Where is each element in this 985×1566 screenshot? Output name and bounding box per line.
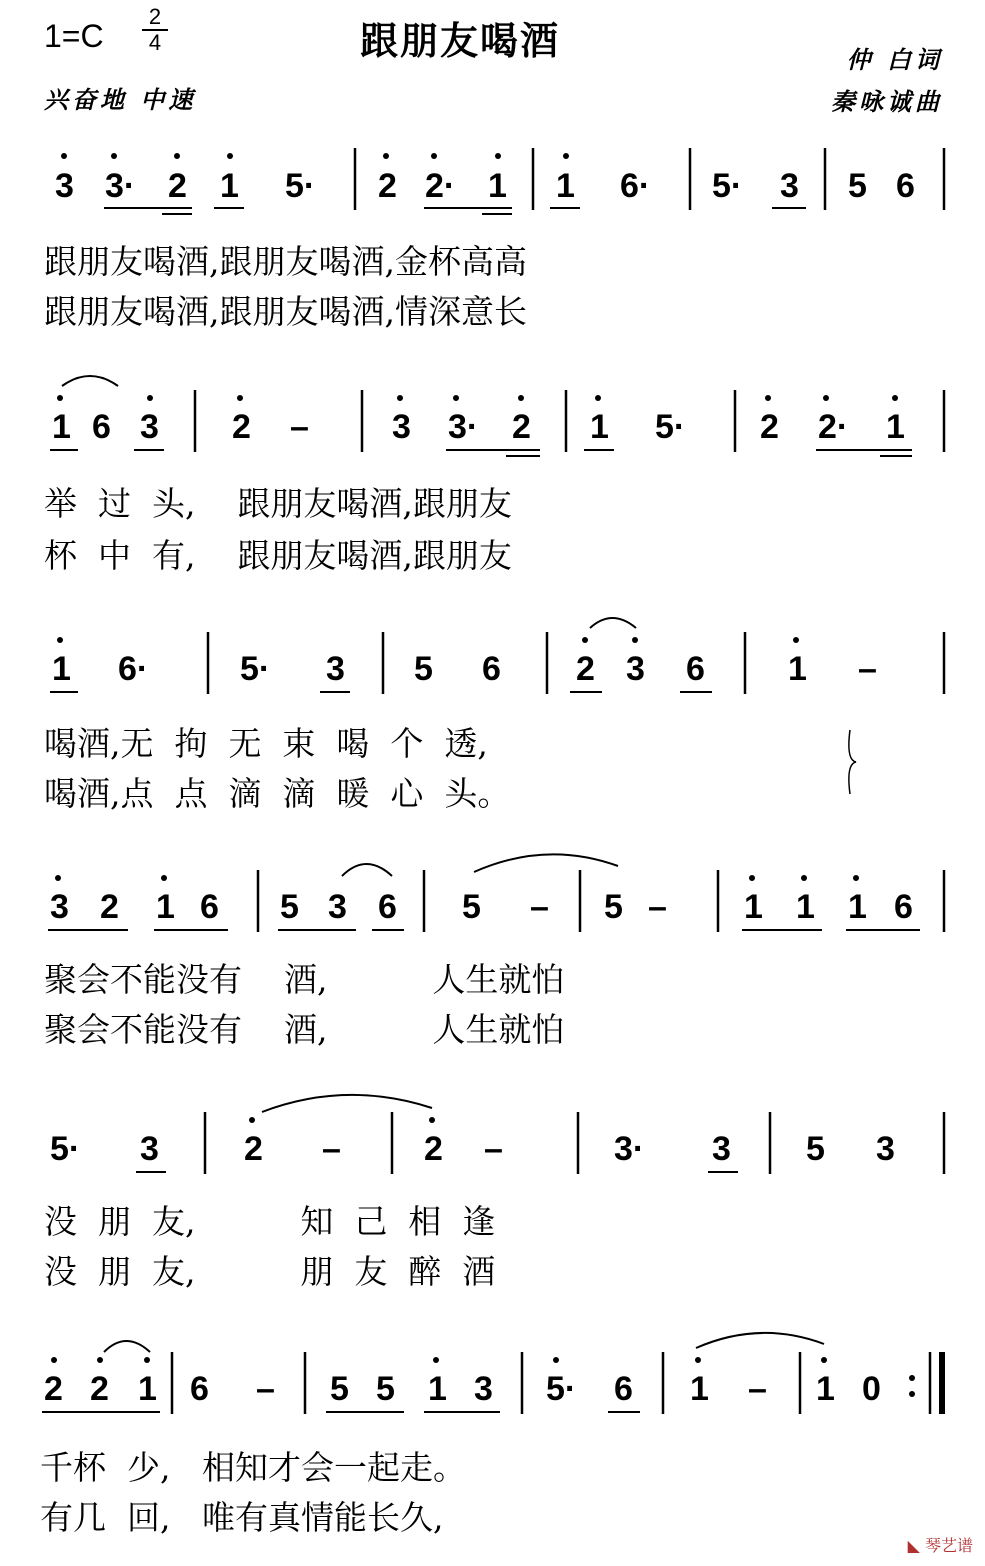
tempo-marking: 兴奋地 中速 bbox=[44, 86, 197, 114]
lyrics-line-2-verse-2: 杯 中 有, 跟朋友喝酒,跟朋友 bbox=[44, 536, 512, 575]
svg-text:1: 1 bbox=[788, 650, 807, 688]
svg-text:5: 5 bbox=[462, 888, 481, 926]
svg-text:3: 3 bbox=[392, 408, 411, 446]
svg-text:2: 2 bbox=[168, 167, 187, 205]
svg-text:–: – bbox=[256, 1370, 275, 1408]
octave-dots-line-1 bbox=[61, 153, 569, 159]
time-signature-top: 2 bbox=[148, 4, 162, 29]
song-title: 跟朋友喝酒 bbox=[360, 18, 561, 63]
svg-text:3: 3 bbox=[780, 167, 799, 205]
svg-text:–: – bbox=[484, 1130, 503, 1168]
svg-text:5: 5 bbox=[806, 1130, 825, 1168]
svg-text:3: 3 bbox=[140, 408, 159, 446]
svg-text:3·: 3· bbox=[105, 167, 136, 205]
svg-text:–: – bbox=[290, 408, 309, 446]
svg-text:5·: 5· bbox=[285, 167, 316, 205]
svg-text:3: 3 bbox=[50, 888, 69, 926]
site-watermark bbox=[908, 1533, 973, 1556]
svg-text:1: 1 bbox=[848, 888, 867, 926]
svg-text:1: 1 bbox=[816, 1370, 835, 1408]
staff-line-6 bbox=[42, 1333, 942, 1414]
svg-text:1: 1 bbox=[744, 888, 763, 926]
svg-text:2: 2 bbox=[424, 1130, 443, 1168]
lyrics-line-4-verse-2: 聚会不能没有 酒, 人生就怕 bbox=[44, 1010, 565, 1049]
svg-text:5: 5 bbox=[330, 1370, 349, 1408]
lyrics-line-5-verse-2: 没 朋 友, 朋 友 醉 酒 bbox=[44, 1252, 496, 1291]
svg-text:3: 3 bbox=[326, 650, 345, 688]
svg-text:1: 1 bbox=[428, 1370, 447, 1408]
svg-text:3: 3 bbox=[712, 1130, 731, 1168]
svg-text:2: 2 bbox=[100, 888, 119, 926]
lyricist-credit: 仲 白词 bbox=[846, 46, 943, 74]
verse-bracket-icon bbox=[849, 730, 856, 794]
svg-text:1: 1 bbox=[52, 650, 71, 688]
svg-text:6·: 6· bbox=[620, 167, 651, 205]
svg-text:1: 1 bbox=[796, 888, 815, 926]
lyrics-line-6-verse-2: 有几 回, 唯有真情能长久, bbox=[40, 1498, 444, 1537]
svg-text:2: 2 bbox=[760, 408, 779, 446]
svg-text:5: 5 bbox=[848, 167, 867, 205]
svg-text:–: – bbox=[858, 650, 877, 688]
svg-text:3·: 3· bbox=[614, 1130, 645, 1168]
svg-text:3: 3 bbox=[474, 1370, 493, 1408]
watermark-logo-icon: ◣ bbox=[907, 1536, 920, 1555]
svg-text:–: – bbox=[530, 888, 549, 926]
svg-text:5·: 5· bbox=[712, 167, 743, 205]
svg-text:3: 3 bbox=[626, 650, 645, 688]
svg-text:1: 1 bbox=[488, 167, 507, 205]
lyrics-line-6-verse-1: 千杯 少, 相知才会一起走。 bbox=[40, 1448, 466, 1487]
svg-text:1: 1 bbox=[690, 1370, 709, 1408]
svg-text:2: 2 bbox=[378, 167, 397, 205]
svg-text:3: 3 bbox=[55, 167, 74, 205]
svg-text:0: 0 bbox=[862, 1370, 881, 1408]
svg-text:6: 6 bbox=[482, 650, 501, 688]
svg-text:–: – bbox=[322, 1130, 341, 1168]
svg-text:5·: 5· bbox=[240, 650, 271, 688]
svg-text:1: 1 bbox=[556, 167, 575, 205]
svg-text:3·: 3· bbox=[448, 408, 479, 446]
svg-text:6: 6 bbox=[200, 888, 219, 926]
svg-text:6: 6 bbox=[378, 888, 397, 926]
lyrics-line-2-verse-1: 举 过 头, 跟朋友喝酒,跟朋友 bbox=[44, 484, 512, 523]
svg-text:3: 3 bbox=[876, 1130, 895, 1168]
staff-line-5 bbox=[50, 1095, 944, 1174]
svg-text:5: 5 bbox=[280, 888, 299, 926]
svg-text:6·: 6· bbox=[118, 650, 149, 688]
lyrics-line-1-verse-1: 跟朋友喝酒,跟朋友喝酒,金杯高高 bbox=[44, 242, 527, 281]
watermark-text: 琴艺谱 bbox=[924, 1536, 973, 1555]
composer-credit: 秦咏诚曲 bbox=[831, 88, 943, 116]
svg-text:6: 6 bbox=[614, 1370, 633, 1408]
svg-text:2: 2 bbox=[576, 650, 595, 688]
svg-text:2: 2 bbox=[232, 408, 251, 446]
svg-text:2: 2 bbox=[512, 408, 531, 446]
svg-text:5·: 5· bbox=[50, 1130, 81, 1168]
time-signature-bottom: 4 bbox=[148, 30, 162, 55]
svg-text:2: 2 bbox=[44, 1370, 63, 1408]
staff-line-4 bbox=[48, 854, 944, 932]
svg-text:–: – bbox=[648, 888, 667, 926]
lyrics-line-5-verse-1: 没 朋 友, 知 己 相 逢 bbox=[44, 1202, 496, 1241]
lyrics-line-1-verse-2: 跟朋友喝酒,跟朋友喝酒,情深意长 bbox=[44, 292, 527, 331]
svg-text:6: 6 bbox=[686, 650, 705, 688]
staff-line-3 bbox=[50, 618, 944, 694]
underlines-line-1 bbox=[104, 208, 806, 214]
svg-text:1: 1 bbox=[138, 1370, 157, 1408]
svg-text:3: 3 bbox=[328, 888, 347, 926]
svg-text:2: 2 bbox=[244, 1130, 263, 1168]
svg-text:6: 6 bbox=[894, 888, 913, 926]
key-signature: 1=C bbox=[44, 18, 104, 54]
svg-text:5: 5 bbox=[376, 1370, 395, 1408]
svg-text:5·: 5· bbox=[546, 1370, 577, 1408]
svg-text:1: 1 bbox=[156, 888, 175, 926]
svg-text:6: 6 bbox=[190, 1370, 209, 1408]
staff-line-1 bbox=[55, 148, 944, 214]
svg-text:6: 6 bbox=[896, 167, 915, 205]
svg-text:1: 1 bbox=[886, 408, 905, 446]
staff-line-2 bbox=[50, 376, 944, 456]
svg-text:5: 5 bbox=[604, 888, 623, 926]
lyrics-line-3-verse-2: 喝酒,点 点 滴 滴 暖 心 头。 bbox=[44, 774, 511, 813]
svg-text:5: 5 bbox=[414, 650, 433, 688]
svg-text:1: 1 bbox=[52, 408, 71, 446]
notes-line-1 bbox=[55, 167, 915, 205]
svg-text:2: 2 bbox=[90, 1370, 109, 1408]
svg-text:1: 1 bbox=[590, 408, 609, 446]
svg-text:6: 6 bbox=[92, 408, 111, 446]
lyrics-line-3-verse-1: 喝酒,无 拘 无 束 喝 个 透, bbox=[44, 724, 488, 763]
lyrics-line-4-verse-1: 聚会不能没有 酒, 人生就怕 bbox=[44, 960, 565, 999]
svg-text:3: 3 bbox=[140, 1130, 159, 1168]
svg-text:2·: 2· bbox=[818, 408, 849, 446]
svg-text:1: 1 bbox=[220, 167, 239, 205]
svg-text:2·: 2· bbox=[425, 167, 456, 205]
svg-text:–: – bbox=[748, 1370, 767, 1408]
svg-text:5·: 5· bbox=[655, 408, 686, 446]
